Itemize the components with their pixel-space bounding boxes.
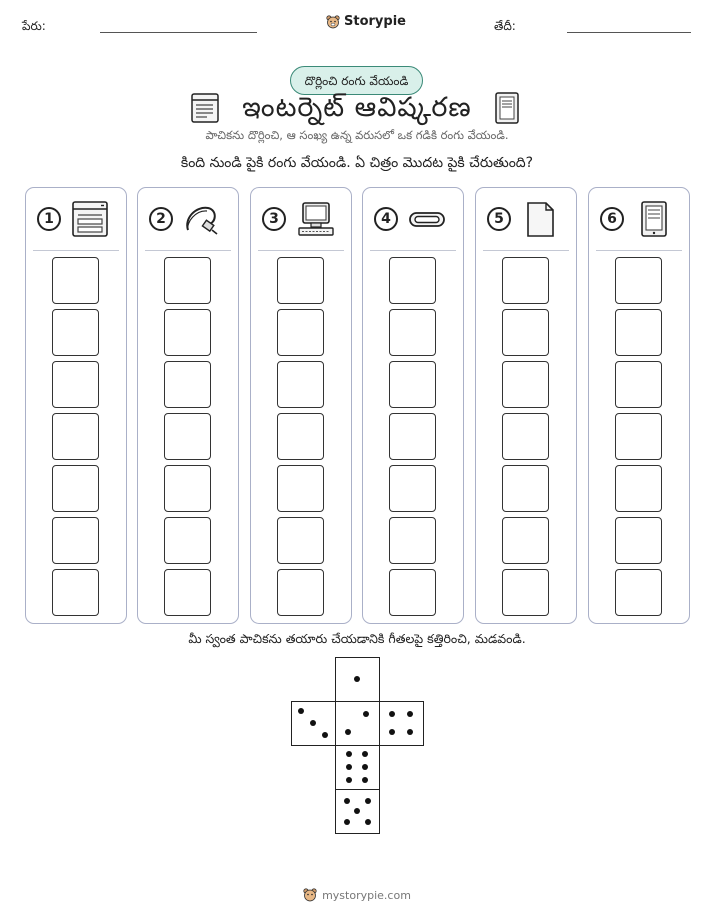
column-header [251, 188, 351, 248]
coloring-box[interactable] [615, 309, 662, 356]
coloring-box[interactable] [164, 465, 211, 512]
dice-pip [322, 732, 328, 738]
coloring-box[interactable] [52, 569, 99, 616]
coloring-box[interactable] [277, 465, 324, 512]
brand-logo [326, 14, 406, 29]
activity-badge: దొర్లించి రంగు వేయండి [290, 66, 423, 95]
dice-pip [354, 808, 360, 814]
dice-pip [346, 777, 352, 783]
coloring-box[interactable] [52, 413, 99, 460]
coloring-box[interactable] [389, 413, 436, 460]
coloring-box[interactable] [52, 517, 99, 564]
bear-icon [326, 15, 340, 29]
page-title: ఇంటర్నెట్ ఆవిష్కరణ [242, 92, 472, 123]
coloring-box[interactable] [164, 569, 211, 616]
dice-pip [344, 798, 350, 804]
coloring-box[interactable] [389, 465, 436, 512]
coloring-box[interactable] [389, 309, 436, 356]
column-1 [25, 187, 127, 624]
coloring-box[interactable] [615, 413, 662, 460]
coloring-box[interactable] [277, 413, 324, 460]
column-divider [33, 250, 119, 251]
coloring-box[interactable] [615, 361, 662, 408]
dice-pip [346, 751, 352, 757]
column-5 [475, 187, 577, 624]
coloring-box[interactable] [52, 361, 99, 408]
coloring-box[interactable] [52, 465, 99, 512]
column-number: 4 [374, 207, 398, 231]
coloring-box[interactable] [164, 517, 211, 564]
document-icon [520, 200, 560, 238]
coloring-box[interactable] [52, 257, 99, 304]
column-divider [483, 250, 569, 251]
column-divider [145, 250, 231, 251]
column-header [589, 188, 689, 248]
coloring-box[interactable] [389, 361, 436, 408]
cut-instruction: మీ స్వంత పాచికను తయారు చేయడానికి గీతలపై కత్తిరించి, మడవండి. [188, 631, 526, 646]
column-2 [137, 187, 239, 624]
dice-pip [354, 676, 360, 682]
coloring-box[interactable] [389, 569, 436, 616]
server-icon [495, 92, 519, 124]
dice-pip [346, 764, 352, 770]
column-number: 2 [149, 207, 173, 231]
coloring-box[interactable] [277, 361, 324, 408]
coloring-box[interactable] [502, 309, 549, 356]
coloring-box[interactable] [277, 517, 324, 564]
dice-pip [389, 711, 395, 717]
coloring-box[interactable] [164, 257, 211, 304]
dice-face-5 [335, 789, 380, 834]
footer-url: mystorypie.com [322, 888, 411, 902]
coloring-box[interactable] [52, 309, 99, 356]
coloring-box[interactable] [502, 517, 549, 564]
column-header [363, 188, 463, 248]
column-header [476, 188, 576, 248]
name-label: పేరు: [22, 19, 46, 33]
column-4 [362, 187, 464, 624]
web-page-icon [70, 200, 110, 238]
dice-pip [298, 708, 304, 714]
coloring-box[interactable] [502, 569, 549, 616]
subtitle: పాచికను దొర్లించి, ఆ సంఖ్య ఉన్న వరుసలో ఒక గడికి రంగు వేయండి. [205, 128, 509, 142]
column-divider [596, 250, 682, 251]
footer [0, 888, 714, 902]
coloring-box[interactable] [277, 569, 324, 616]
column-header [138, 188, 238, 248]
coloring-box[interactable] [615, 257, 662, 304]
coloring-box[interactable] [502, 361, 549, 408]
coloring-box[interactable] [164, 309, 211, 356]
column-6 [588, 187, 690, 624]
dice-pip [345, 729, 351, 735]
coloring-box[interactable] [277, 257, 324, 304]
column-divider [370, 250, 456, 251]
dice-face-2 [335, 701, 380, 746]
coloring-box[interactable] [615, 569, 662, 616]
dice-pip [407, 729, 413, 735]
column-number: 1 [37, 207, 61, 231]
brand-name: Storypie [344, 14, 406, 29]
dice-pip [310, 720, 316, 726]
dice-pip [362, 777, 368, 783]
coloring-box[interactable] [502, 413, 549, 460]
column-number: 6 [600, 207, 624, 231]
column-number: 3 [262, 207, 286, 231]
computer-icon [295, 200, 335, 238]
dice-pip [363, 711, 369, 717]
dice-pip [362, 764, 368, 770]
column-divider [258, 250, 344, 251]
server-icon [633, 200, 673, 238]
dice-pip [365, 819, 371, 825]
date-label: తేదీ: [494, 19, 516, 33]
link-icon [407, 200, 447, 238]
dice-pip [365, 798, 371, 804]
coloring-box[interactable] [502, 465, 549, 512]
bear-icon [303, 888, 317, 902]
coloring-box[interactable] [164, 413, 211, 460]
dice-face-3 [291, 701, 336, 746]
dice-pip [389, 729, 395, 735]
coloring-box[interactable] [615, 517, 662, 564]
coloring-box[interactable] [277, 309, 324, 356]
coloring-box[interactable] [615, 465, 662, 512]
cable-icon [182, 200, 222, 238]
name-line [100, 32, 257, 33]
dice-pip [344, 819, 350, 825]
column-3 [250, 187, 352, 624]
dice-pip [407, 711, 413, 717]
coloring-box[interactable] [389, 517, 436, 564]
dice-pip [362, 751, 368, 757]
column-header [26, 188, 126, 248]
dice-face-1 [335, 657, 380, 702]
date-line [567, 32, 691, 33]
coloring-box[interactable] [502, 257, 549, 304]
column-number: 5 [487, 207, 511, 231]
coloring-box[interactable] [164, 361, 211, 408]
question: కింది నుండి పైకి రంగు వేయండి. ఏ చిత్రం మొదట పైకి చేరుతుంది? [180, 155, 534, 171]
dice-face-6 [335, 745, 380, 790]
dice-face-4 [379, 701, 424, 746]
coloring-box[interactable] [389, 257, 436, 304]
